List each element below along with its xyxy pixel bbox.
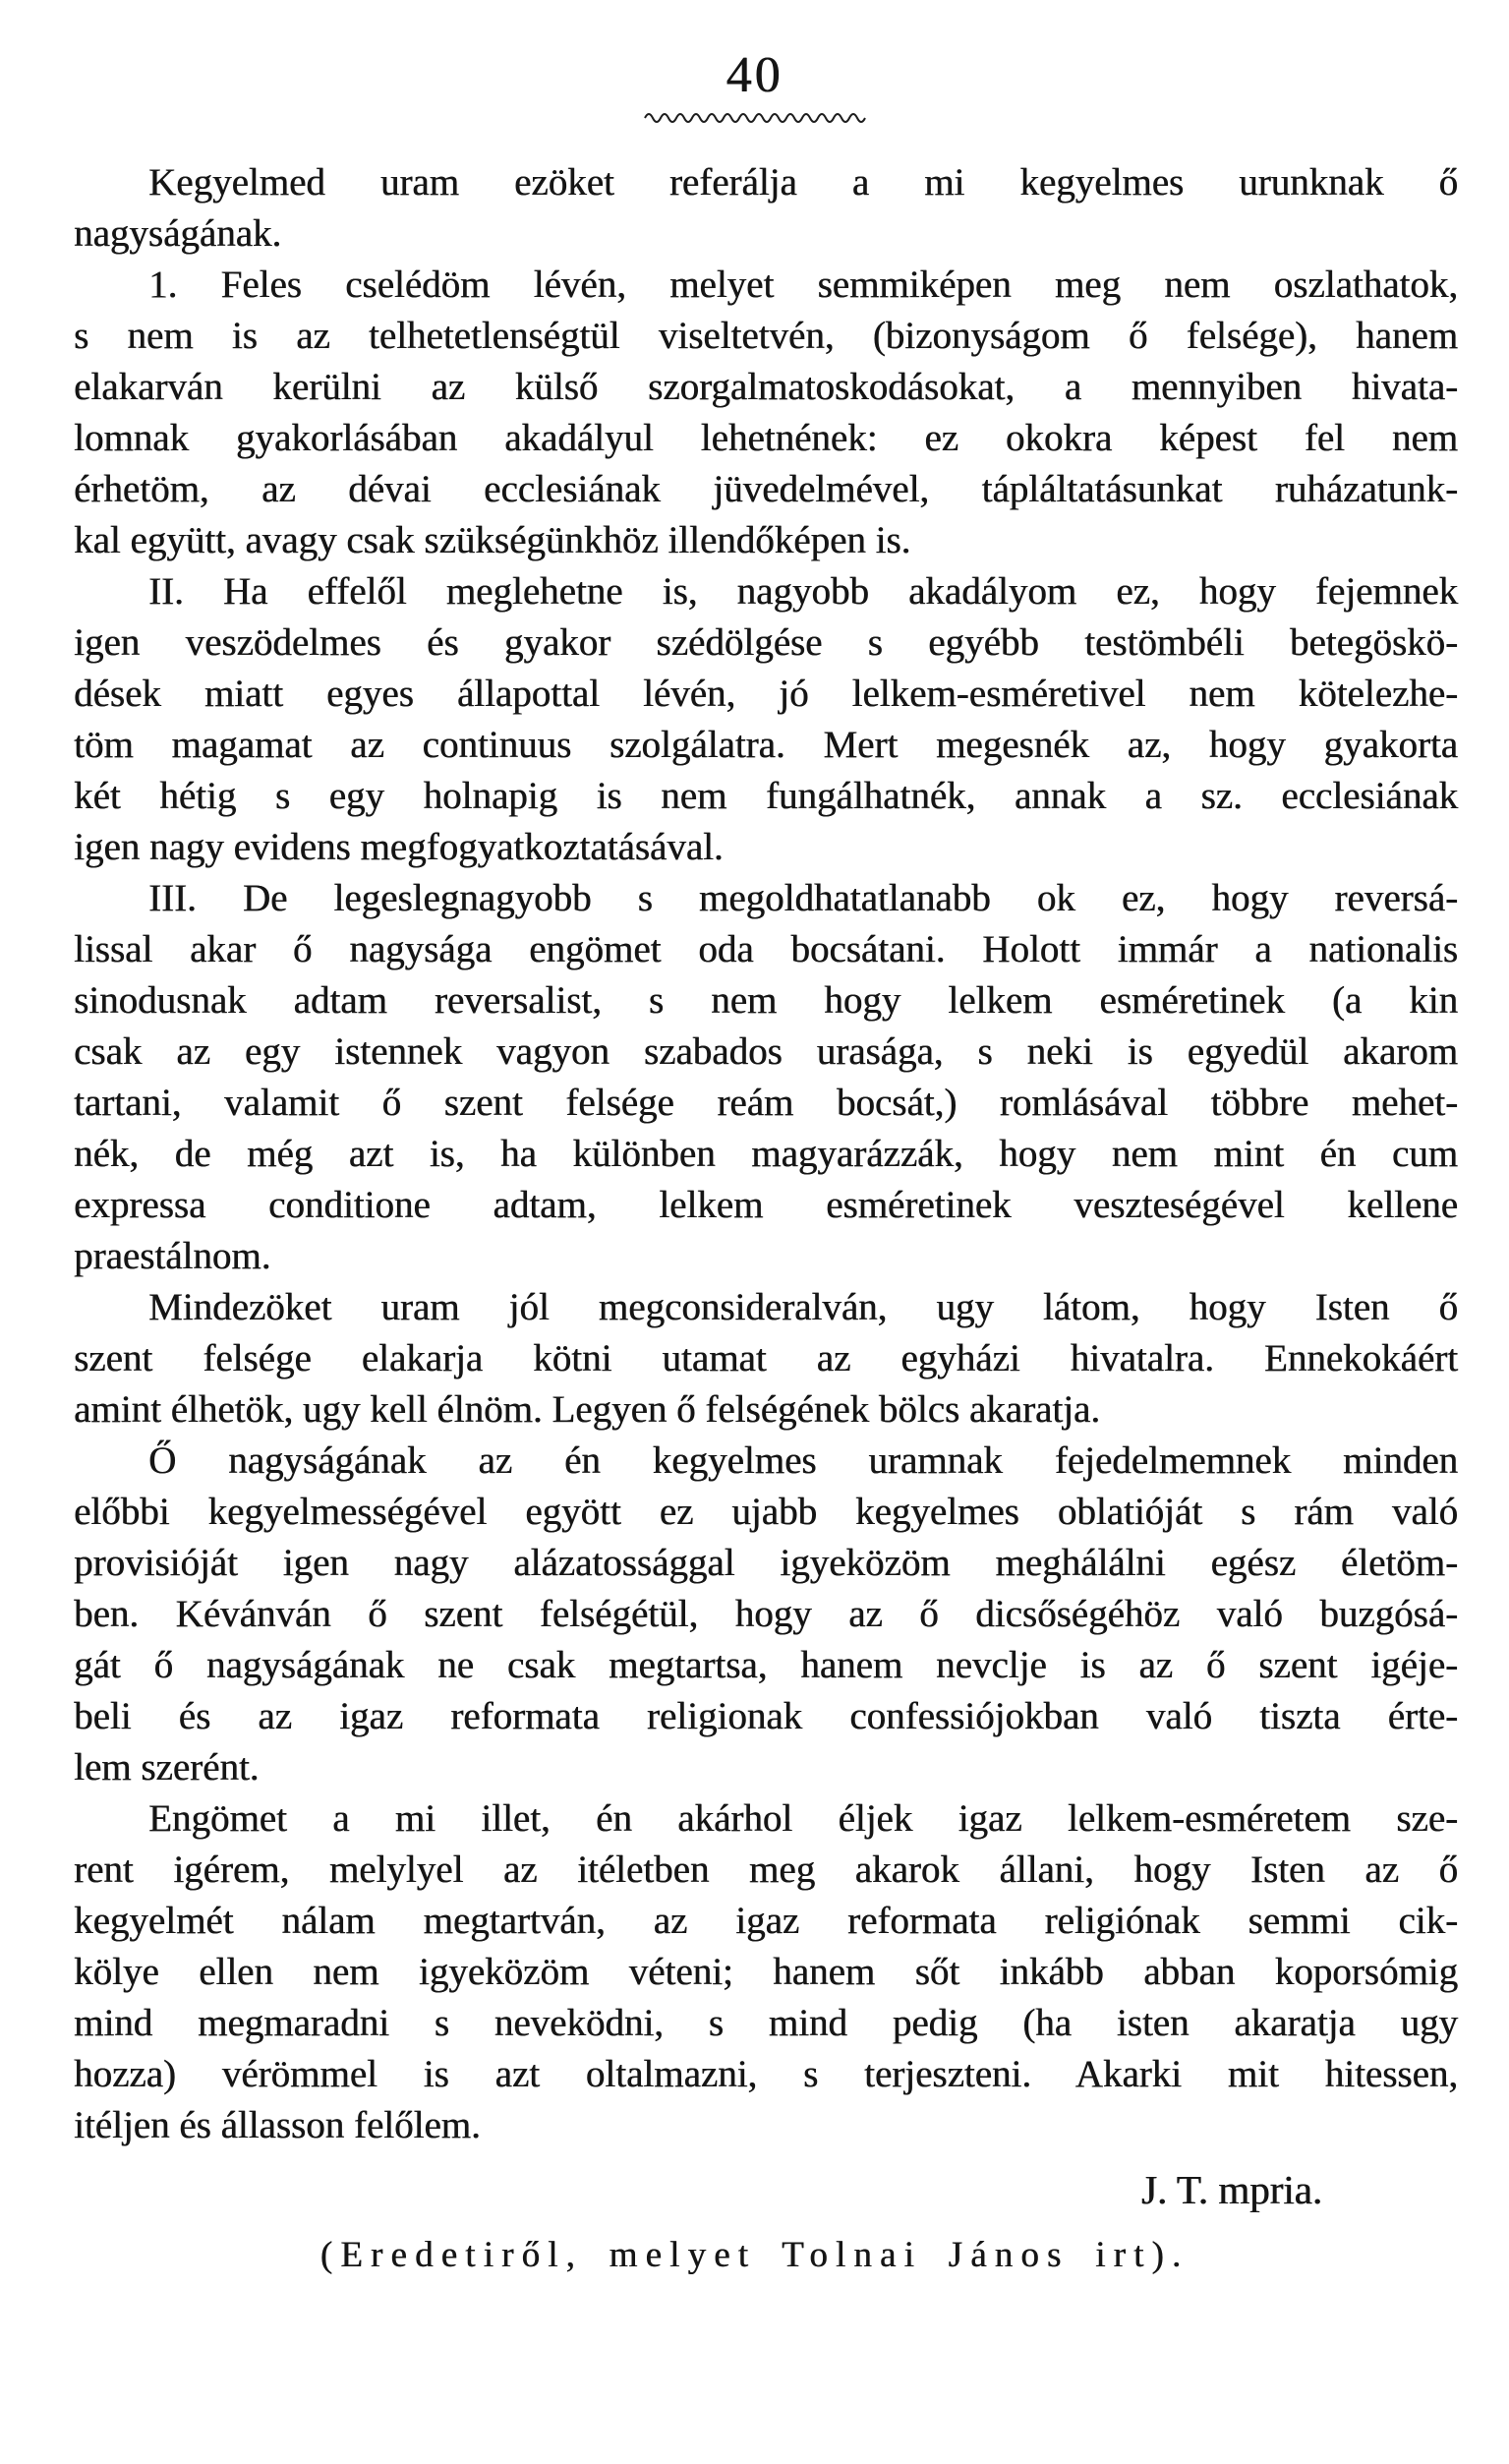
text-line: sinodusnak adtam reversalist, s nem hogy lelkem esméretinek (a kin [74, 979, 1458, 1022]
text-line: elakarván kerülni az külső szorgalmatoskodásokat, a mennyiben hivata- [74, 366, 1458, 408]
signature: J. T. mpria. [1140, 2167, 1322, 2212]
text-line: nék, de még azt is, ha különben magyarázzák, hogy nem mint én cum [74, 1133, 1458, 1175]
text-line: Mindezöket uram jól megconsideralván, ugy látom, hogy Isten ő [148, 1286, 1458, 1328]
text-line: expressa conditione adtam, lelkem esméretinek veszteségével kellene [74, 1184, 1458, 1226]
paragraph [74, 566, 1458, 873]
text-line: lem szerént. [74, 1746, 260, 1789]
text-line: érhetöm, az dévai ecclesiának jüvedelmével, tápláltatásunkat ruházatunk- [74, 468, 1458, 510]
paragraph [74, 1282, 1458, 1436]
text-line: igen nagy evidens megfogyatkoztatásával. [74, 826, 724, 868]
text-line: rent igérem, melylyel az itéletben meg akarok állani, hogy Isten az ő [74, 1848, 1458, 1891]
paragraph [74, 157, 1458, 260]
text-line: 1. Feles cselédöm lévén, melyet semmiképen meg nem oszlathatok, [148, 264, 1458, 306]
text-line: amint élhetök, ugy kell élnöm. Legyen ő felségének bölcs akaratja. [74, 1388, 1100, 1431]
text-line: ben. Kévánván ő szent felségétül, hogy az ő dicsőségéhöz való buzgósá- [74, 1593, 1458, 1635]
text-line: Engömet a mi illet, én akárhol éljek igaz lelkem-esméretem sze- [148, 1797, 1458, 1840]
text-line: szent felsége elakarja kötni utamat az egyházi hivatalra. Ennekokáért [74, 1337, 1458, 1379]
page-number: 40 [725, 47, 784, 103]
text-line: lissal akar ő nagysága engömet oda bocsátani. Holott immár a nationalis [74, 928, 1458, 970]
text-line: s nem is az telhetetlenségtül viseltetvén, (bizonyságom ő felsége), hanem [74, 315, 1458, 357]
text-line: dések miatt egyes állapottal lévén, jó lelkem-esméretivel nem kötelezhe- [74, 673, 1458, 715]
text-line: nagyságának. [74, 212, 282, 255]
text-line: beli és az igaz reformata religionak confessiójokban való tiszta érte- [74, 1695, 1458, 1737]
text-line: kölye ellen nem igyeközöm véteni; hanem sőt inkább abban koporsómig [74, 1951, 1458, 1993]
document-body [74, 157, 1458, 2151]
text-line: kal együtt, avagy csak szükségünkhöz illendőképen is. [74, 519, 911, 561]
text-line: II. Ha effelől meglehetne is, nagyobb akadályom ez, hogy fejemnek [148, 570, 1458, 613]
paragraph [74, 1436, 1458, 1793]
text-line: Kegyelmed uram ezöket referálja a mi kegyelmes urunknak ő [148, 161, 1458, 204]
text-line: itéljen és állasson felőlem. [74, 2104, 481, 2146]
text-line: mind megmaradni s neveködni, s mind pedig (ha isten akaratja ugy [74, 2002, 1458, 2044]
text-line: lomnak gyakorlásában akadályul lehetnének: ez okokra képest fel nem [74, 417, 1458, 459]
text-line: gát ő nagyságának ne csak megtartsa, hanem nevclje is az ő szent igéje- [74, 1644, 1458, 1686]
text-line: töm magamat az continuus szolgálatra. Mert megesnék az, hogy gyakorta [74, 724, 1458, 766]
wavy-rule-icon [642, 108, 868, 126]
paragraph [74, 1793, 1458, 2151]
text-line: előbbi kegyelmességével egyött ez ujabb kegyelmes oblatióját s rám való [74, 1491, 1458, 1533]
text-line: csak az egy istennek vagyon szabados urasága, s neki is egyedül akarom [74, 1030, 1458, 1073]
attribution-line: (Eredetiről, melyet Tolnai János irt). [319, 2235, 1190, 2275]
text-line: kegyelmét nálam megtartván, az igaz reformata religiónak semmi cik- [74, 1900, 1458, 1942]
paragraph [74, 873, 1458, 1282]
text-line: praestálnom. [74, 1235, 271, 1277]
text-line: két hétig s egy holnapig is nem fungálhatnék, annak a sz. ecclesiának [74, 775, 1458, 817]
paragraph [74, 260, 1458, 566]
text-line: tartani, valamit ő szent felsége reám bocsát,) romlásával többre mehet- [74, 1082, 1458, 1124]
text-line: igen veszödelmes és gyakor szédölgése s egyébb testömbéli betegöskö- [74, 621, 1458, 664]
text-line: Ő nagyságának az én kegyelmes uramnak fejedelmemnek minden [148, 1439, 1458, 1482]
text-line: provisióját igen nagy alázatossággal igyeközöm meghálálni egész életöm- [74, 1542, 1458, 1584]
text-line: hozza) vérömmel is azt oltalmazni, s terjeszteni. Akarki mit hitessen, [74, 2053, 1458, 2095]
text-line: III. De legeslegnagyobb s megoldhatatlanabb ok ez, hogy reversá- [148, 877, 1458, 919]
